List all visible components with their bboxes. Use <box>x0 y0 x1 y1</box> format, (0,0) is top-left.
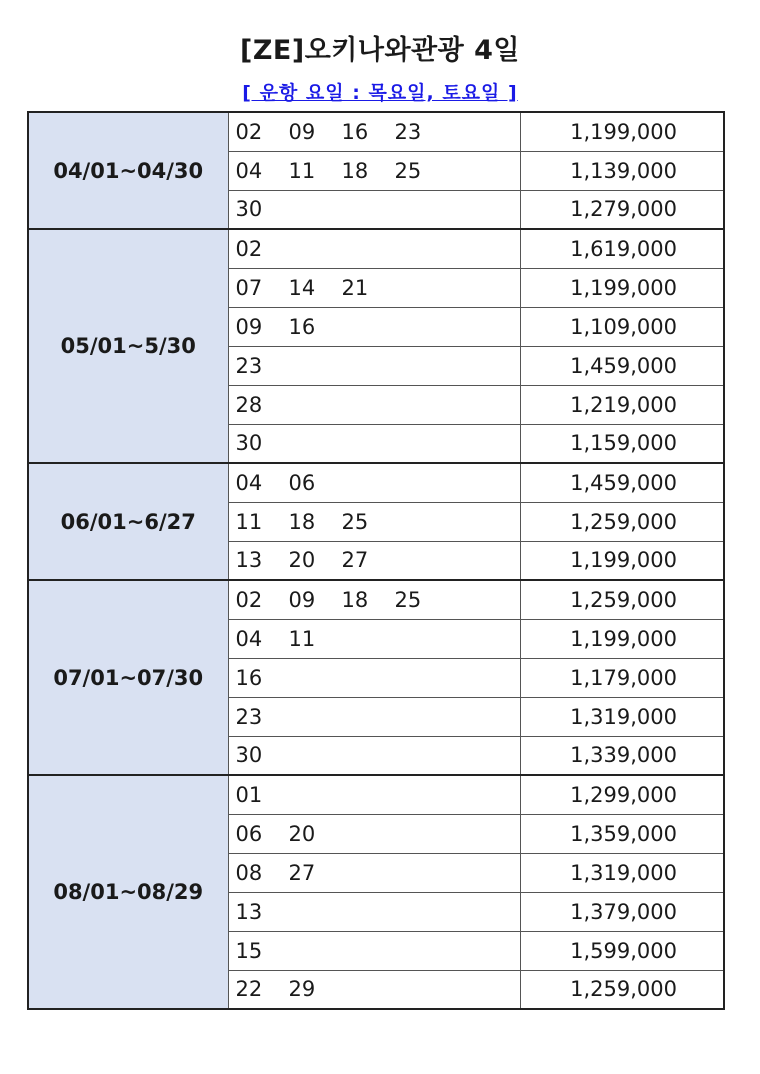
departure-dates-cell <box>228 502 520 541</box>
departure-date: 23 <box>235 704 263 729</box>
departure-date: 27 <box>341 548 369 573</box>
departure-date: 11 <box>235 509 263 534</box>
departure-dates-cell <box>228 151 520 190</box>
price-cell: 1,619,000 <box>520 229 724 268</box>
period-cell: 07/01~07/30 <box>28 580 228 775</box>
table-row <box>28 229 724 268</box>
departure-date: 28 <box>235 392 263 417</box>
price-cell: 1,159,000 <box>520 424 724 463</box>
departure-dates-cell <box>228 463 520 502</box>
price-cell: 1,459,000 <box>520 346 724 385</box>
departure-dates-cell <box>228 112 520 151</box>
departure-date: 18 <box>288 509 316 534</box>
table-row <box>28 112 724 151</box>
departure-date: 29 <box>288 977 316 1002</box>
departure-dates-cell <box>228 814 520 853</box>
price-cell: 1,279,000 <box>520 190 724 229</box>
departure-dates-cell <box>228 385 520 424</box>
price-cell: 1,379,000 <box>520 892 724 931</box>
departure-date: 06 <box>288 470 316 495</box>
price-cell: 1,319,000 <box>520 697 724 736</box>
departure-date: 04 <box>235 158 263 183</box>
departure-dates-cell <box>228 190 520 229</box>
departure-dates-cell <box>228 424 520 463</box>
departure-date: 20 <box>288 548 316 573</box>
departure-date: 07 <box>235 275 263 300</box>
table-row <box>28 580 724 619</box>
departure-date: 25 <box>394 158 422 183</box>
departure-date: 09 <box>235 314 263 339</box>
departure-date: 15 <box>235 938 263 963</box>
departure-date: 02 <box>235 587 263 612</box>
departure-date: 04 <box>235 626 263 651</box>
departure-date: 23 <box>235 353 263 378</box>
period-cell: 05/01~5/30 <box>28 229 228 463</box>
departure-dates-cell <box>228 541 520 580</box>
price-cell: 1,199,000 <box>520 268 724 307</box>
departure-dates-cell <box>228 307 520 346</box>
departure-date: 25 <box>394 587 422 612</box>
price-cell: 1,139,000 <box>520 151 724 190</box>
period-cell: 04/01~04/30 <box>28 112 228 229</box>
departure-dates-cell <box>228 268 520 307</box>
departure-date: 04 <box>235 470 263 495</box>
departure-date: 11 <box>288 626 316 651</box>
price-cell: 1,259,000 <box>520 580 724 619</box>
departure-dates-cell <box>228 736 520 775</box>
departure-dates-cell <box>228 853 520 892</box>
departure-dates-cell <box>228 892 520 931</box>
price-cell: 1,599,000 <box>520 931 724 970</box>
departure-date: 23 <box>394 119 422 144</box>
price-cell: 1,259,000 <box>520 502 724 541</box>
departure-date: 01 <box>235 782 263 807</box>
table-row <box>28 463 724 502</box>
departure-date: 02 <box>235 119 263 144</box>
page-title: [ZE]오키나와관광 4일 <box>240 35 520 66</box>
price-cell: 1,459,000 <box>520 463 724 502</box>
price-schedule-table <box>27 111 725 1010</box>
price-cell: 1,179,000 <box>520 658 724 697</box>
price-cell: 1,109,000 <box>520 307 724 346</box>
departure-date: 11 <box>288 158 316 183</box>
departure-date: 09 <box>288 587 316 612</box>
departure-date: 27 <box>288 860 316 885</box>
price-cell: 1,299,000 <box>520 775 724 814</box>
departure-date: 18 <box>341 587 369 612</box>
departure-date: 02 <box>235 236 263 261</box>
departure-dates-cell <box>228 931 520 970</box>
departure-dates-cell <box>228 775 520 814</box>
departure-date: 14 <box>288 275 316 300</box>
departure-date: 08 <box>235 860 263 885</box>
departure-date: 21 <box>341 275 369 300</box>
departure-date: 09 <box>288 119 316 144</box>
departure-date: 16 <box>341 119 369 144</box>
price-cell: 1,199,000 <box>520 541 724 580</box>
price-cell: 1,199,000 <box>520 112 724 151</box>
departure-dates-cell <box>228 580 520 619</box>
departure-date: 06 <box>235 821 263 846</box>
departure-date: 13 <box>235 899 263 924</box>
departure-dates-cell <box>228 970 520 1009</box>
departure-date: 22 <box>235 977 263 1002</box>
departure-dates-cell <box>228 229 520 268</box>
price-cell: 1,339,000 <box>520 736 724 775</box>
departure-date: 20 <box>288 821 316 846</box>
price-cell: 1,219,000 <box>520 385 724 424</box>
price-cell: 1,199,000 <box>520 619 724 658</box>
schedule-body <box>28 112 724 1009</box>
departure-date: 13 <box>235 548 263 573</box>
departure-date: 30 <box>235 431 263 456</box>
table-row <box>28 775 724 814</box>
departure-date: 30 <box>235 743 263 768</box>
departure-dates-cell <box>228 658 520 697</box>
departure-date: 16 <box>235 665 263 690</box>
period-cell: 06/01~6/27 <box>28 463 228 580</box>
price-cell: 1,319,000 <box>520 853 724 892</box>
departure-date: 25 <box>341 509 369 534</box>
departure-dates-cell <box>228 619 520 658</box>
departure-dates-cell <box>228 346 520 385</box>
period-cell: 08/01~08/29 <box>28 775 228 1009</box>
price-cell: 1,359,000 <box>520 814 724 853</box>
departure-date: 18 <box>341 158 369 183</box>
departure-date: 16 <box>288 314 316 339</box>
price-cell: 1,259,000 <box>520 970 724 1009</box>
departure-date: 30 <box>235 197 263 222</box>
departure-dates-cell <box>228 697 520 736</box>
operating-days-subtitle: [ 운항 요일 : 목요일, 토요일 ] <box>242 82 518 104</box>
